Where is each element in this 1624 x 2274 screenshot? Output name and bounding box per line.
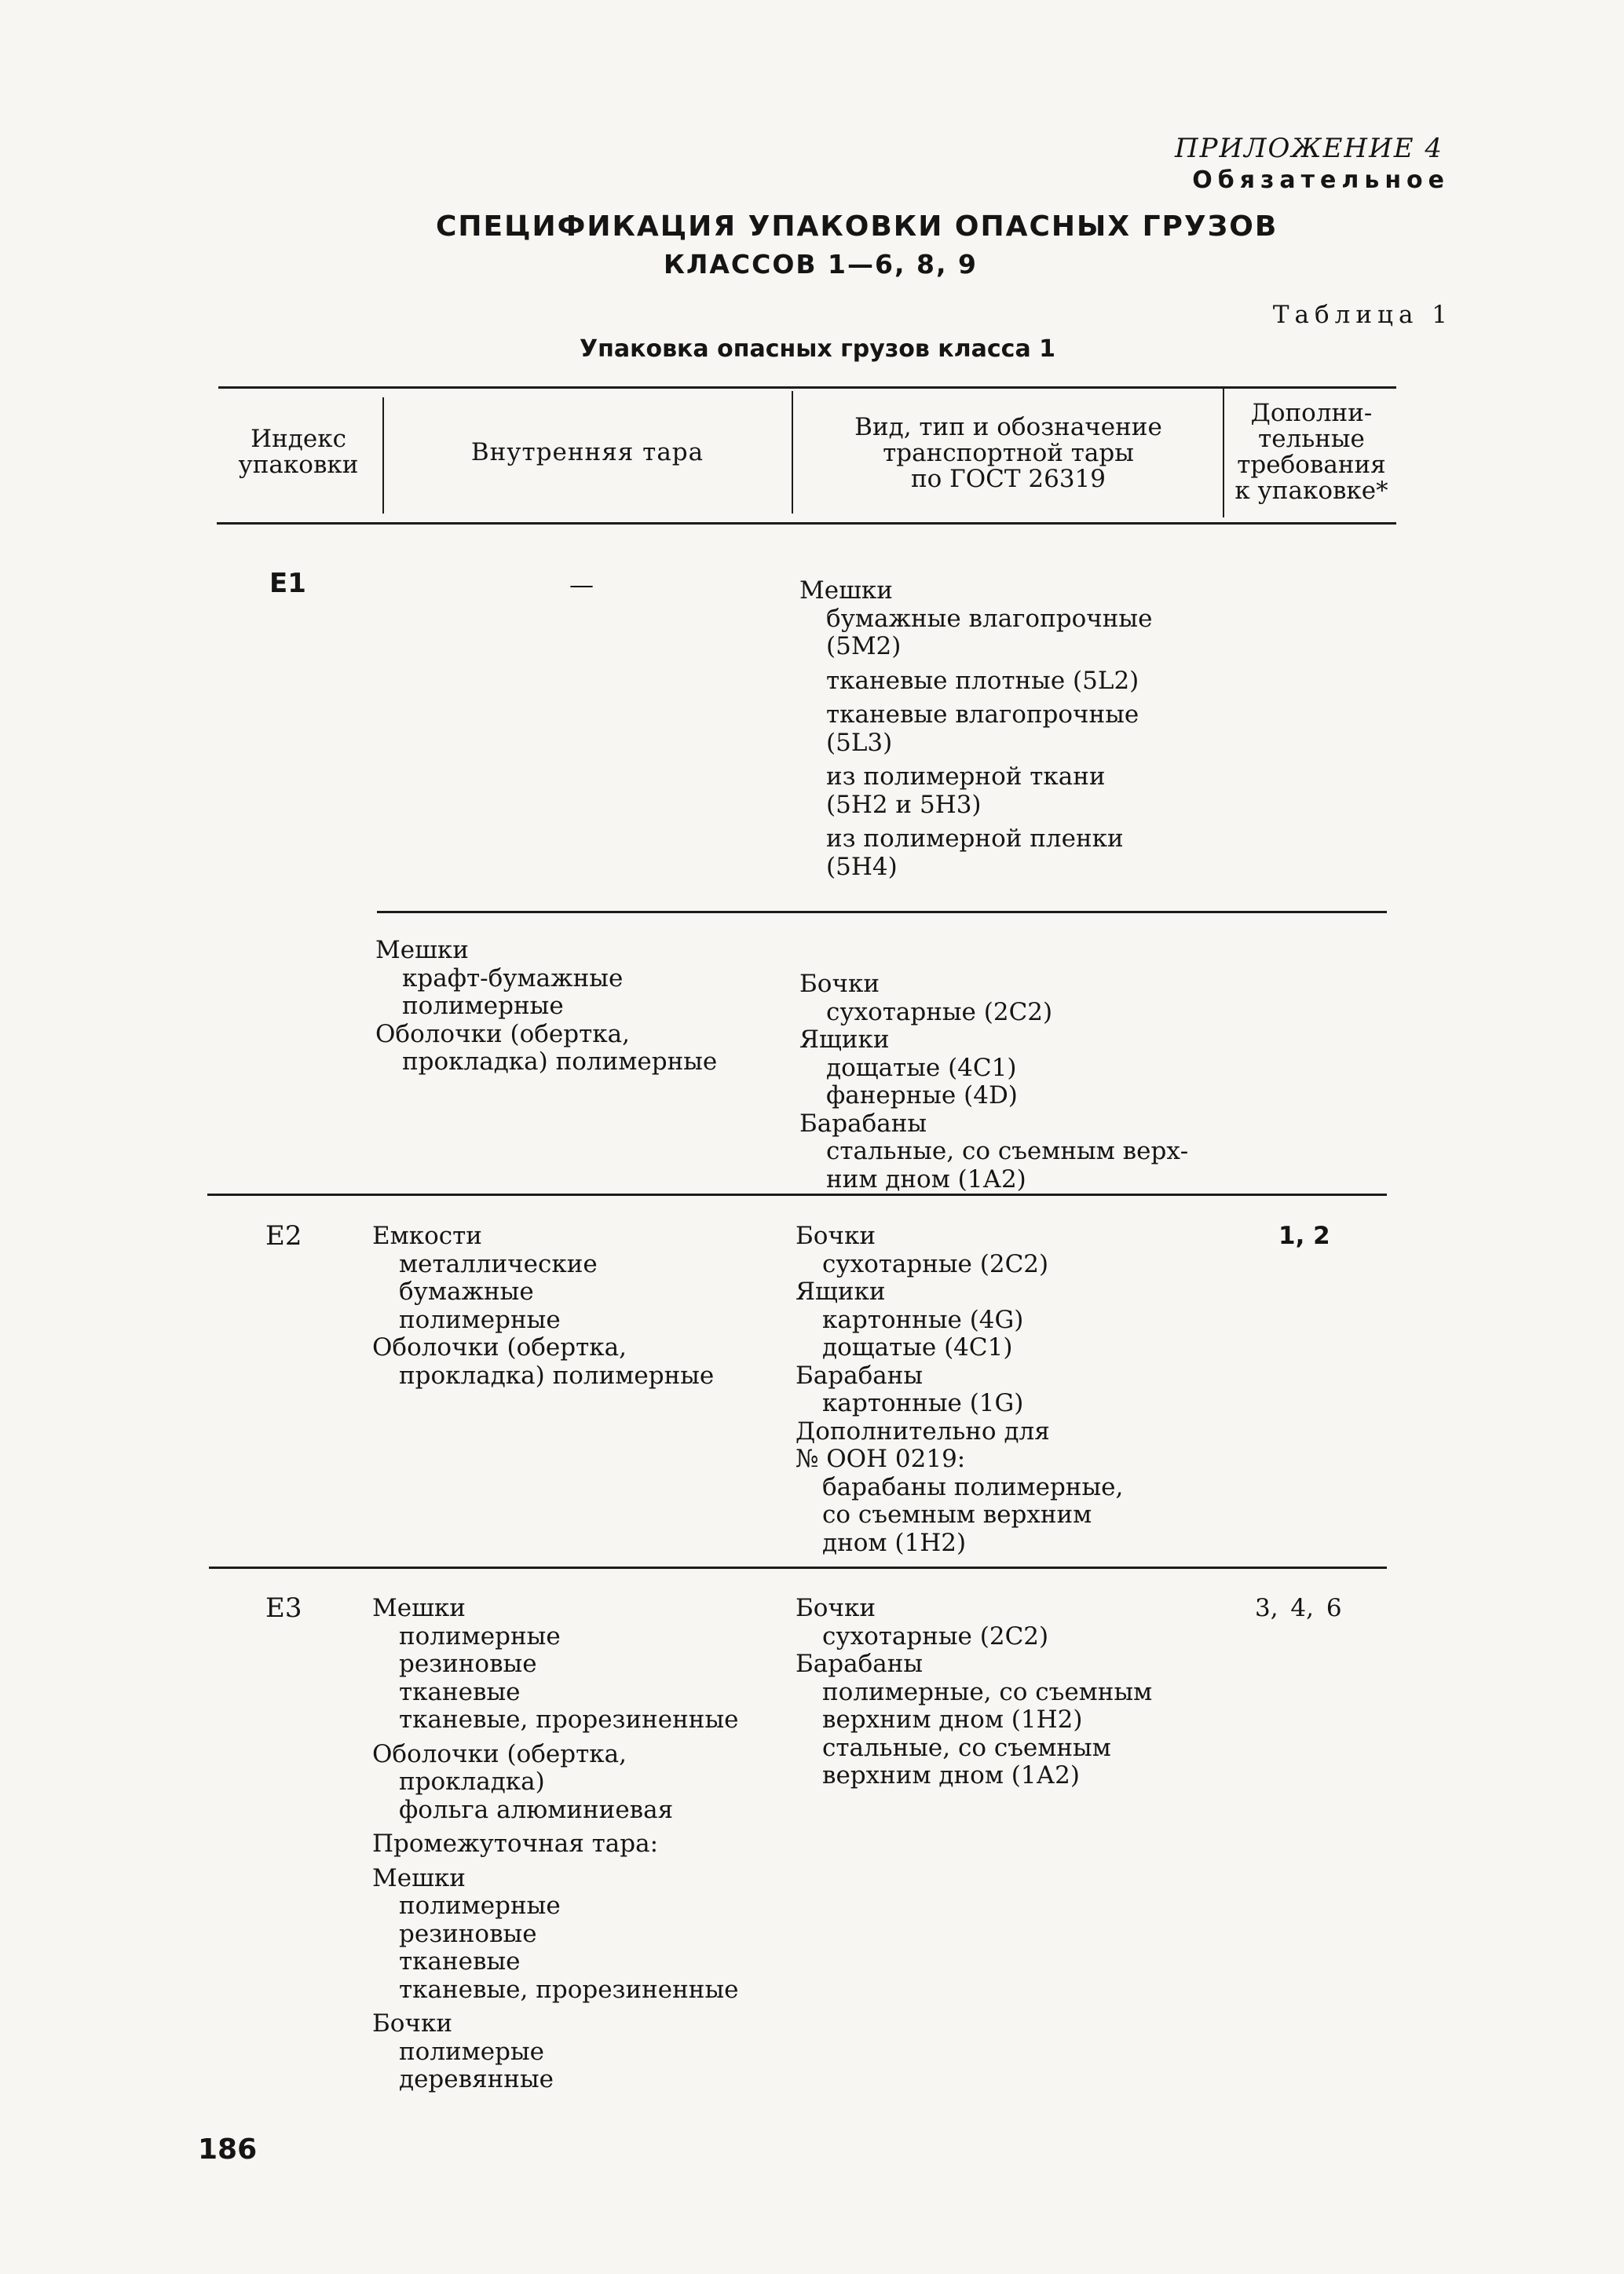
inner-line: тканевые xyxy=(399,1677,521,1706)
transport-line: тканевые влагопрочные xyxy=(826,700,1139,729)
transport-line: Бочки xyxy=(796,1222,876,1250)
header-extra-line: тельные xyxy=(1258,425,1365,453)
header-inner-line: Внутренняя тара xyxy=(470,438,704,466)
transport-line: бумажные влагопрочные xyxy=(826,604,1153,633)
transport-line: дощатые (4С1) xyxy=(822,1333,1013,1362)
table-header-rule xyxy=(217,522,1396,525)
transport-line: тканевые плотные (5L2) xyxy=(826,666,1139,695)
row-e3-index: Е3 xyxy=(265,1592,302,1624)
table-caption: Упаковка опасных грузов класса 1 xyxy=(580,335,1056,363)
inner-line: Бочки xyxy=(372,2009,452,2038)
inner-line: тканевые xyxy=(399,1947,521,1976)
inner-line: Мешки xyxy=(372,1594,466,1622)
row-e1-index: Е1 xyxy=(269,568,306,599)
transport-line: Ящики xyxy=(796,1278,886,1306)
header-transport-line: Вид, тип и обозначение xyxy=(854,413,1162,441)
inner-line: полимерные xyxy=(399,1305,561,1334)
table-top-rule xyxy=(218,386,1396,389)
inner-line: полимерные xyxy=(402,992,564,1020)
row-e3-extra: 3, 4, 6 xyxy=(1255,1594,1342,1622)
transport-line: барабаны полимерные, xyxy=(822,1472,1124,1501)
col-divider-2 xyxy=(792,391,793,514)
heading-line-1: СПЕЦИФИКАЦИЯ УПАКОВКИ ОПАСНЫХ ГРУЗОВ xyxy=(436,210,1278,243)
transport-line: верхним дном (1А2) xyxy=(822,1761,1080,1790)
header-index-line: упаковки xyxy=(238,451,359,479)
row-rule xyxy=(377,911,1387,913)
transport-line: (5Н4) xyxy=(826,852,898,881)
inner-line: прокладка) xyxy=(399,1768,545,1796)
header-inner xyxy=(386,440,788,466)
inner-line: Мешки xyxy=(372,1863,466,1892)
transport-line: из полимерной ткани xyxy=(826,762,1106,791)
heading-line-2: КЛАССОВ 1—6, 8, 9 xyxy=(664,249,978,280)
inner-line: полимерные xyxy=(399,1892,561,1920)
transport-line: (5М2) xyxy=(826,632,902,660)
inner-line: Оболочки (обертка, xyxy=(372,1333,627,1362)
inner-line: полимерные xyxy=(399,1621,561,1651)
header-extra-line: Дополни- xyxy=(1250,399,1373,427)
transport-line: полимерные, со съемным xyxy=(822,1677,1153,1706)
col-divider-3 xyxy=(1223,388,1224,517)
inner-line: Оболочки (обертка, xyxy=(375,1019,630,1048)
header-index-line: Индекс xyxy=(251,425,346,453)
header-extra-line: требования xyxy=(1237,451,1386,479)
inner-line: тканевые, прорезиненные xyxy=(399,1706,739,1734)
transport-line: стальные, со съемным верх- xyxy=(826,1137,1189,1165)
transport-line: (5Н2 и 5Н3) xyxy=(826,790,982,819)
transport-line: из полимерной пленки xyxy=(826,824,1124,853)
transport-line: Мешки xyxy=(799,576,893,605)
transport-line: фанерные (4D) xyxy=(826,1081,1018,1110)
transport-line: сухотарные (2С2) xyxy=(822,1621,1049,1651)
row-e3-transport xyxy=(796,1595,1152,1790)
row-e2-inner xyxy=(372,1223,714,1390)
inner-line: прокладка) полимерные xyxy=(402,1047,718,1076)
header-transport-line: транспортной тары xyxy=(883,439,1134,467)
transport-line: сухотарные (2С2) xyxy=(822,1249,1049,1278)
inner-line: прокладка) полимерные xyxy=(399,1361,715,1390)
row-e1-transport xyxy=(799,577,1152,881)
transport-line: верхним дном (1Н2) xyxy=(822,1706,1083,1734)
transport-line: картонные (1G) xyxy=(822,1389,1024,1417)
transport-line: Барабаны xyxy=(796,1650,924,1678)
appendix-title: ПРИЛОЖЕНИЕ 4 xyxy=(1174,133,1443,164)
header-transport-line: по ГОСТ 26319 xyxy=(911,465,1106,493)
inner-line: Мешки xyxy=(375,936,469,964)
row-e1-inner: — xyxy=(569,571,594,599)
transport-line: картонные (4G) xyxy=(822,1305,1024,1334)
inner-line: полимерые xyxy=(399,2037,545,2066)
transport-line: стальные, со съемным xyxy=(822,1733,1111,1762)
transport-line: Бочки xyxy=(799,970,880,998)
transport-line: ним дном (1А2) xyxy=(826,1164,1026,1194)
inner-line: деревянные xyxy=(399,2065,554,2093)
transport-line: сухотарные (2С2) xyxy=(826,997,1053,1026)
inner-line: тканевые, прорезиненные xyxy=(399,1975,739,2004)
transport-line: Ящики xyxy=(799,1025,890,1054)
transport-line: Дополнительно для xyxy=(796,1417,1050,1446)
transport-line: со съемным верхним xyxy=(822,1501,1092,1529)
inner-line: резиновые xyxy=(399,1650,537,1678)
appendix-status: Обязательное xyxy=(1192,166,1450,194)
col-divider-1 xyxy=(382,397,384,514)
transport-line: № ООН 0219: xyxy=(796,1445,966,1473)
row-rule xyxy=(209,1567,1387,1569)
table-label: Таблица 1 xyxy=(1272,301,1453,329)
row-rule xyxy=(207,1194,1387,1196)
inner-line: Промежуточная тара: xyxy=(372,1830,659,1858)
row-e1b-inner xyxy=(375,937,717,1077)
inner-line: Емкости xyxy=(372,1222,482,1250)
transport-line: (5L3) xyxy=(826,728,893,757)
inner-line: Оболочки (обертка, xyxy=(372,1739,627,1768)
inner-line: металлические xyxy=(399,1249,598,1278)
transport-line: Барабаны xyxy=(796,1361,924,1390)
row-e1b-transport xyxy=(799,971,1188,1194)
row-e2-index: Е2 xyxy=(265,1220,302,1252)
header-index xyxy=(220,426,377,478)
header-extra xyxy=(1225,400,1398,504)
transport-line: Барабаны xyxy=(799,1109,927,1138)
page-number: 186 xyxy=(198,2133,258,2166)
transport-line: Бочки xyxy=(796,1594,876,1622)
transport-line: дном (1Н2) xyxy=(822,1528,967,1557)
inner-line: крафт-бумажные xyxy=(402,963,624,993)
row-e2-extra: 1, 2 xyxy=(1278,1222,1330,1250)
header-extra-line: к упаковке* xyxy=(1234,477,1388,505)
transport-line: дощатые (4С1) xyxy=(826,1053,1017,1082)
inner-line: фольга алюминиевая xyxy=(399,1795,674,1824)
row-e3-inner xyxy=(372,1595,738,2094)
inner-line: резиновые xyxy=(399,1919,537,1948)
inner-line: бумажные xyxy=(399,1278,534,1306)
row-e2-transport xyxy=(796,1223,1123,1557)
header-transport xyxy=(795,415,1222,492)
